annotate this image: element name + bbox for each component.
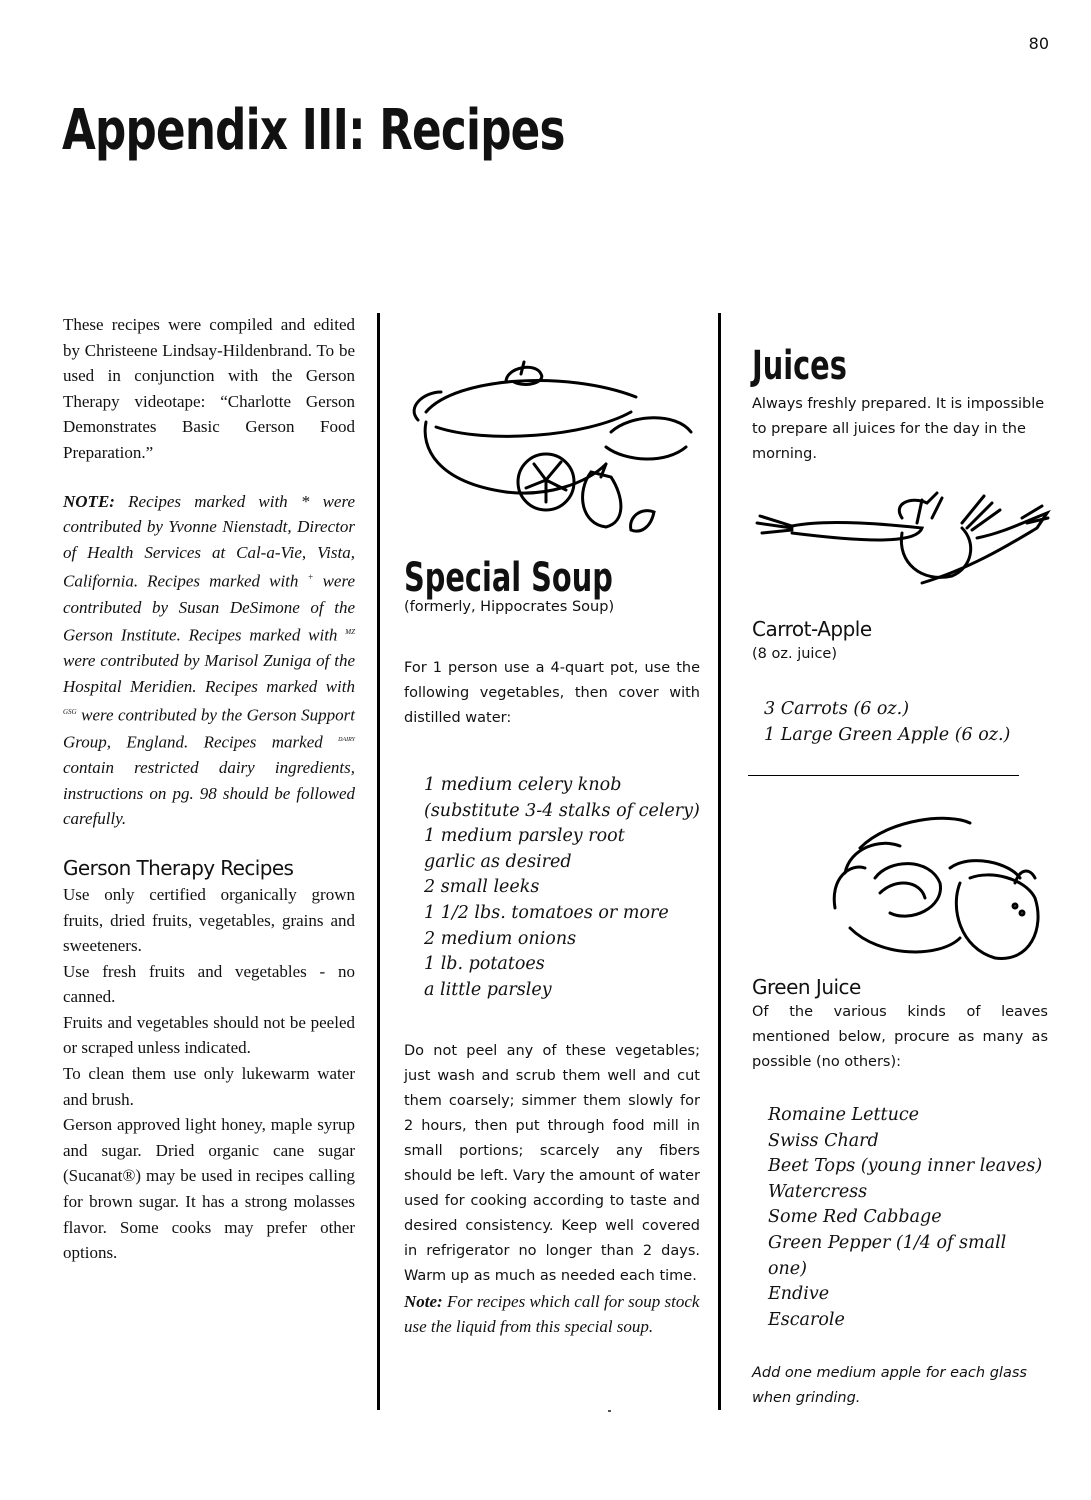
- note-text-3: were contributed by Marisol Zuniga of the Hospital Meridien. Recipes marked with: [63, 651, 355, 697]
- list-item: Green Pepper (1/4 of small one): [768, 1232, 1007, 1279]
- scan-speck: [608, 1410, 611, 1412]
- section-divider: [748, 775, 1019, 776]
- column-divider-right: [718, 313, 721, 1410]
- carrot-apple-recipe: [752, 616, 1048, 748]
- note-paragraph: [63, 489, 355, 832]
- carrot-apple-ingredients: [764, 697, 1048, 748]
- intro-column: [63, 312, 355, 1266]
- mark-dairy: DAIRY: [338, 736, 355, 743]
- list-item: garlic as desired: [424, 851, 572, 872]
- list-item: 1 medium parsley root: [424, 826, 625, 847]
- list-item: Endive: [768, 1284, 830, 1305]
- carrot-apple-title: Carrot-Apple: [752, 617, 872, 641]
- mark-plus: +: [307, 572, 314, 583]
- mark-gsg: GSG: [63, 707, 77, 716]
- list-item: 1 lb. potatoes: [424, 954, 545, 975]
- note-text-2: were contributed by Susan DeSimone of the Gerson Institute. Recipes marked with: [63, 572, 355, 645]
- special-soup-title: Special Soup: [404, 555, 613, 601]
- special-soup-subtitle: (formerly, Hippocrates Soup): [404, 599, 615, 615]
- list-item: 1 Large Green Apple (6 oz.): [764, 724, 1011, 745]
- green-juice-recipe: [752, 974, 1048, 1411]
- note-text-4: were contributed by the Gerson Support Group, England. Recipes marked: [63, 705, 355, 752]
- rule-item: Fruits and vegetables should not be peeled or scraped unless indicated.: [63, 1012, 355, 1058]
- gerson-rules: [63, 882, 355, 1266]
- soup-note-text: For recipes which call for soup stock use the liquid from this special soup.: [404, 1292, 700, 1337]
- list-item: Beet Tops (young inner leaves): [768, 1156, 1043, 1177]
- list-item: 2 medium onions: [424, 928, 577, 949]
- list-item: (substitute 3-4 stalks of celery): [424, 800, 700, 821]
- list-item: Some Red Cabbage: [768, 1207, 942, 1228]
- list-item: Romaine Lettuce: [768, 1105, 919, 1125]
- mark-mz: MZ: [345, 628, 355, 637]
- page-title: Appendix III: Recipes: [62, 98, 565, 163]
- rule-item: To clean them use only lukewarm water and brush.: [63, 1064, 355, 1109]
- list-item: 3 Carrots (6 oz.): [764, 699, 910, 719]
- juices-title: Juices: [752, 343, 847, 389]
- soup-note: [404, 1289, 700, 1339]
- intro-paragraph: These recipes were compiled and edited by Christeene Lindsay-Hildenbrand. To be used in conjunction with the Gerson Therapy videotape: “Charlotte Gerson Demonstrates Basic Gerson Food Preparation.”: [63, 315, 355, 462]
- list-item: 2 small leeks: [424, 877, 540, 898]
- list-item: Escarole: [768, 1309, 845, 1330]
- rule-item: Gerson approved light honey, maple syrup and sugar. Dried organic cane sugar (Sucanat®) may be used in recipes calling for brown sugar. It has a strong molasses flavor. Some cooks may prefer other options.: [63, 1115, 355, 1263]
- carrot-apple-illustration: [752, 488, 1052, 598]
- soup-pot-illustration: [396, 352, 696, 552]
- juices-section: [752, 344, 1048, 467]
- note-label: NOTE:: [63, 491, 115, 511]
- carrot-apple-amount: (8 oz. juice): [752, 646, 837, 662]
- soup-note-label: Note:: [404, 1292, 443, 1312]
- note-text-5: contain restricted dairy ingredients, instructions on pg. 98 should be followed carefully.: [63, 758, 355, 829]
- gerson-heading: Gerson Therapy Recipes: [63, 855, 294, 880]
- rule-item: Use fresh fruits and vegetables - no canned.: [63, 961, 355, 1007]
- green-juice-footer: Add one medium apple for each glass when grinding.: [752, 1365, 1027, 1407]
- green-juice-ingredients: [768, 1103, 1048, 1333]
- juices-intro: Always freshly prepared. It is impossible to prepare all juices for the day in the morning.: [752, 396, 1045, 462]
- soup-intro: For 1 person use a 4-quart pot, use the following vegetables, then cover with distilled water:: [404, 660, 700, 726]
- rule-item: Use only certified organically grown fruits, dried fruits, vegetables, grains and sweeteners.: [63, 884, 355, 956]
- list-item: Swiss Chard: [768, 1130, 879, 1151]
- special-soup-section: [404, 556, 700, 1339]
- note-text-1: Recipes marked with * were contributed by Yvonne Nienstadt, Director of Health Services at Cal-a-Vie, Vista, California. Recipes marked with: [63, 491, 355, 591]
- green-juice-illustration: [820, 808, 1050, 973]
- green-juice-title: Green Juice: [752, 975, 861, 999]
- column-divider-left: [377, 313, 380, 1410]
- soup-method: Do not peel any of these vegetables; just wash and scrub them well and cut them coarsely; simmer them slowly for 2 hours, then put through food mill in small portions; scarcely any fibers should be left. Vary the amount of water used for cooking according to taste and desired consistency. Keep well covered in refrigerator no longer than 2 days. Warm up as much as needed each time.: [404, 1043, 700, 1285]
- list-item: Watercress: [768, 1181, 868, 1202]
- list-item: a little parsley: [424, 979, 552, 1000]
- page-number: 80: [1028, 34, 1049, 53]
- soup-ingredients: [424, 773, 700, 1003]
- list-item: 1 medium celery knob: [424, 775, 622, 795]
- list-item: 1 1/2 lbs. tomatoes or more: [424, 902, 669, 923]
- green-juice-intro: Of the various kinds of leaves mentioned below, procure as many as possible (no others):: [752, 1004, 1048, 1070]
